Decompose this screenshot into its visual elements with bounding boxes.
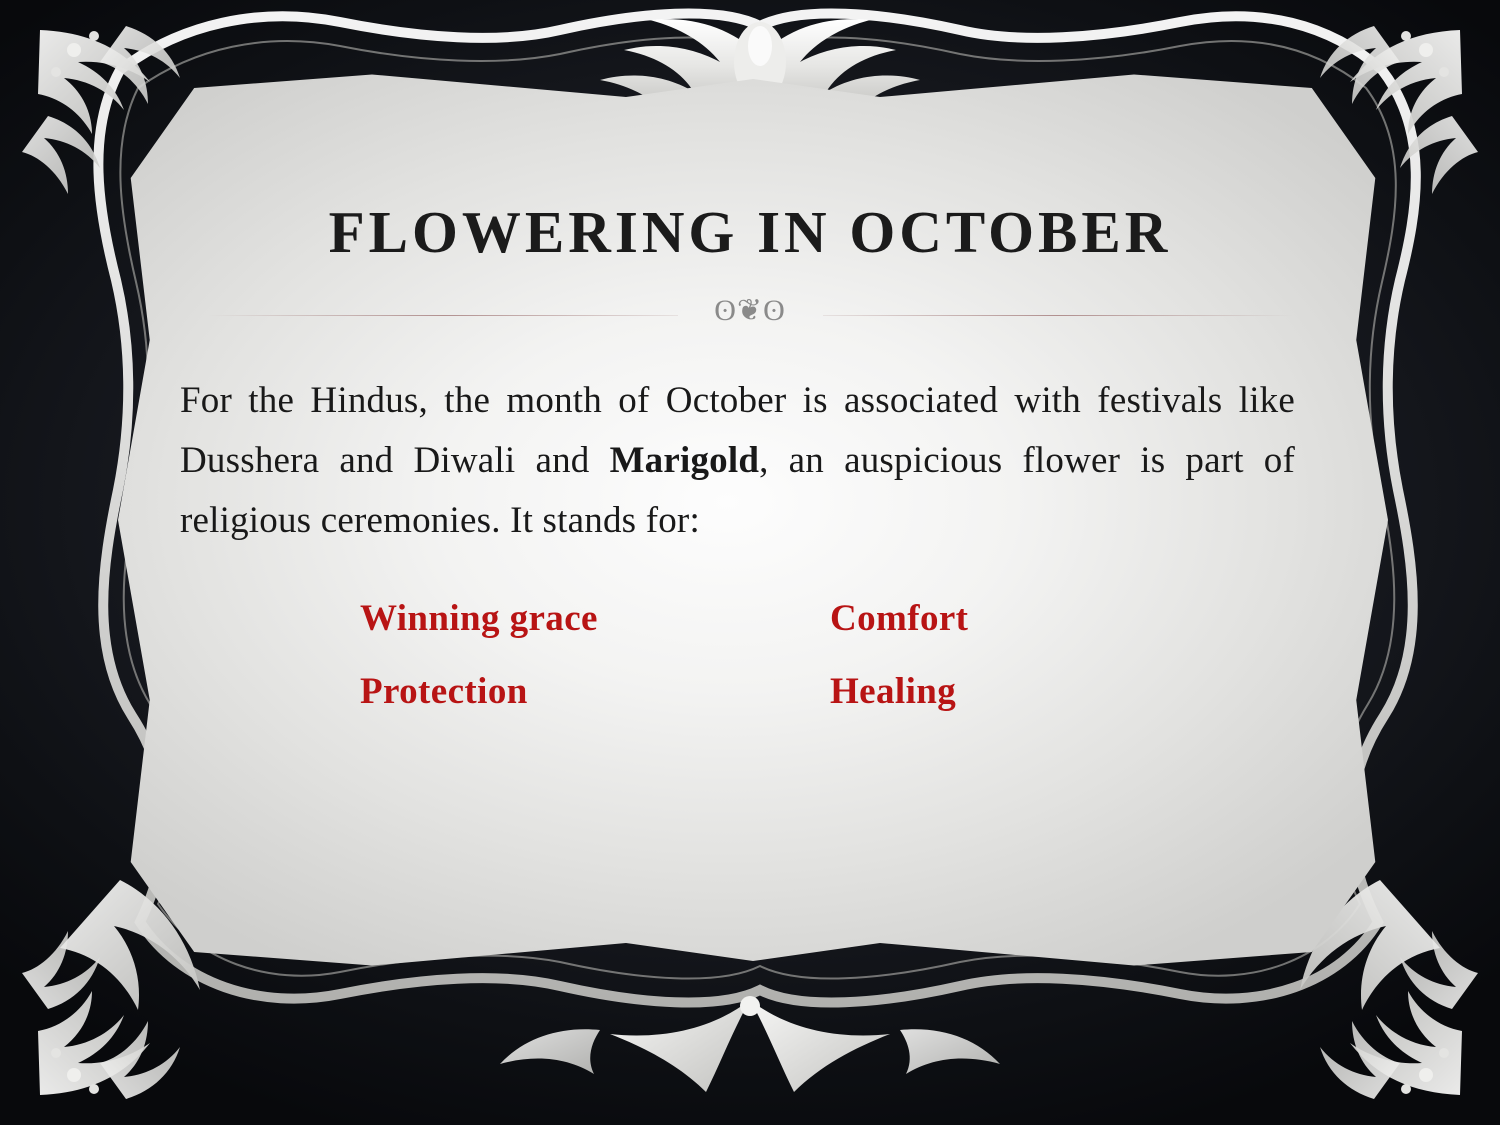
divider-rule-left — [208, 315, 678, 316]
virtue-item: Healing — [830, 670, 957, 712]
page-title: FLOWERING IN OCTOBER — [328, 199, 1172, 265]
virtue-item: Protection — [360, 670, 528, 712]
virtue-item: Comfort — [830, 597, 969, 639]
slide-content — [180, 200, 1320, 713]
title-divider — [208, 293, 1293, 329]
paragraph-part-after: , an auspicious flower is part of religious ceremonies. It stands for: — [180, 439, 1295, 541]
divider-ornament-icon: ʘ❦ʘ — [714, 293, 786, 327]
paragraph-highlight-marigold: Marigold — [609, 439, 760, 481]
paragraph-part-before: For the Hindus, the month of October is associated with festivals like Dusshera and Diwali and — [180, 379, 1295, 481]
virtue-item: Winning grace — [360, 597, 598, 639]
virtues-list — [180, 597, 1320, 713]
divider-rule-right — [823, 315, 1293, 316]
body-paragraph — [180, 371, 1295, 551]
